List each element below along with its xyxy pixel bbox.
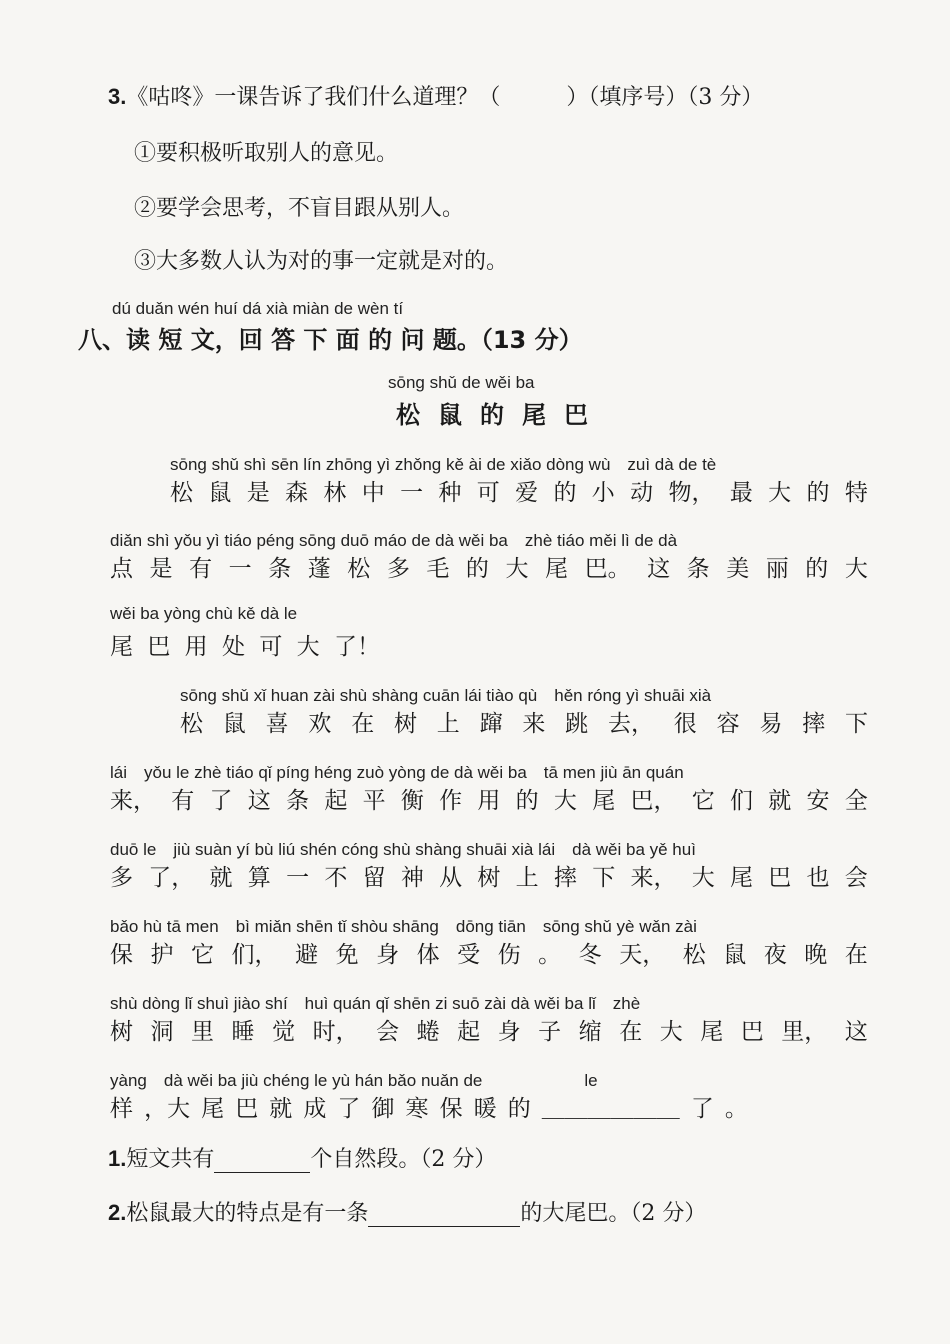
story-char: 大 <box>553 788 577 814</box>
story-char: 用 <box>184 634 208 660</box>
option-2: ②要学会思考，不盲目跟从别人。 <box>134 196 465 221</box>
story-char: 条 <box>686 556 710 582</box>
story-char: 的 <box>515 788 539 814</box>
story-char: 护 <box>150 942 174 968</box>
story-char: 起 <box>324 788 348 814</box>
story-char: 大 <box>505 556 529 582</box>
question-2 <box>108 1196 706 1227</box>
story-char: 喜 <box>265 711 289 737</box>
question-number: 3. <box>108 84 127 109</box>
story-char: 了 <box>690 1096 714 1122</box>
story-char: 里 <box>191 1019 215 1045</box>
question-text: 《咕咚》一课告诉了我们什么道理？（ ）（填序号）（3 分） <box>126 85 764 110</box>
story-title-pinyin: sōng shǔ de wěi ba <box>388 373 535 392</box>
story-char: 跳 <box>565 711 589 737</box>
story-char: 摔 <box>802 711 826 737</box>
story-char: 身 <box>497 1019 521 1045</box>
question-text: 短文共有 <box>126 1147 215 1172</box>
story-char: 可 <box>476 480 500 506</box>
story-char: 御 <box>371 1096 395 1122</box>
question-text: 个自然段。（2 分） <box>310 1147 497 1172</box>
story-char: 树 <box>393 711 417 737</box>
story-char: 毛 <box>426 556 450 582</box>
story-char: 是 <box>246 480 270 506</box>
story-char: 上 <box>436 711 460 737</box>
story-char: 的 <box>507 1096 531 1122</box>
story-char: 多 <box>110 865 133 891</box>
story-char: 就 <box>768 788 792 814</box>
story-char: 巴 <box>768 865 792 891</box>
story-char: 松 <box>180 711 203 737</box>
story-char: 的 <box>553 480 577 506</box>
story-char: 鼠 <box>723 942 747 968</box>
story-char: 去， <box>607 711 654 737</box>
story-char: 成 <box>303 1096 327 1122</box>
story-char: 就 <box>209 865 233 891</box>
story-char: 的 <box>806 480 830 506</box>
story-char: 作 <box>439 788 463 814</box>
story-char: 缩 <box>578 1019 602 1045</box>
story-char: 巴， <box>630 788 677 814</box>
story-char: 处 <box>221 634 245 660</box>
story-char: 晚 <box>804 942 828 968</box>
story-char: 巴 <box>147 634 171 660</box>
story-char: 尾 <box>201 1096 225 1122</box>
story-char: 点 <box>110 556 133 582</box>
story-char: 树 <box>110 1019 133 1045</box>
story-char: 尾 <box>729 865 753 891</box>
story-char: 了 <box>337 1096 361 1122</box>
story-char: 爱 <box>515 480 539 506</box>
section-title: 八、读 短 文，回 答 下 面 的 问 题。（13 分） <box>78 326 583 354</box>
story-char: 小 <box>591 480 615 506</box>
story-char: 巴。 <box>584 556 631 582</box>
story-char: 这 <box>844 1019 868 1045</box>
option-1: ①要积极听取别人的意见。 <box>134 141 399 166</box>
story-char: 就 <box>269 1096 293 1122</box>
story-char: ＿＿＿＿＿＿ <box>541 1096 680 1122</box>
story-char: 鼠 <box>208 480 232 506</box>
line-pinyin: lái yǒu le zhè tiáo qǐ píng héng zuò yòng de dà wěi ba tā men jiù ān quán <box>110 763 684 782</box>
answer-blank[interactable] <box>368 1204 520 1227</box>
story-char: 它 <box>191 942 215 968</box>
story-char: 子 <box>538 1019 562 1045</box>
story-char: 了 <box>209 788 233 814</box>
story-char: 平 <box>362 788 386 814</box>
story-char: 容 <box>716 711 740 737</box>
story-char: 避 <box>295 942 319 968</box>
story-char: 上 <box>515 865 539 891</box>
story-char: 美 <box>726 556 750 582</box>
story-char: 也 <box>806 865 830 891</box>
story-char: 。 <box>724 1096 748 1122</box>
story-char: 起 <box>457 1019 481 1045</box>
story-char: 多 <box>386 556 410 582</box>
story-line <box>110 859 868 892</box>
story-title: 松鼠的尾巴 <box>396 401 606 429</box>
story-char: 来 <box>522 711 546 737</box>
story-line <box>110 936 868 969</box>
story-char: 可 <box>259 634 283 660</box>
story-char: 不 <box>324 865 348 891</box>
story-char: 了， <box>148 865 195 891</box>
story-char: 衡 <box>400 788 424 814</box>
line-pinyin: bǎo hù tā men bì miǎn shēn tǐ shòu shāng dōng tiān sōng shǔ yè wǎn zài <box>110 917 697 936</box>
option-3: ③大多数人认为对的事一定就是对的。 <box>134 249 509 274</box>
story-char: 们， <box>231 942 278 968</box>
story-char: 这 <box>247 788 271 814</box>
story-char: 欢 <box>308 711 332 737</box>
story-char: 大 <box>296 634 320 660</box>
story-char: 。 <box>538 942 562 968</box>
story-char: 蓬 <box>307 556 331 582</box>
story-char: 大 <box>659 1019 683 1045</box>
story-char: 身 <box>376 942 400 968</box>
story-char: 尾 <box>592 788 616 814</box>
story-char: 睡 <box>231 1019 255 1045</box>
story-char: 蜷 <box>416 1019 440 1045</box>
story-char: 来， <box>630 865 677 891</box>
story-char: 尾 <box>110 634 133 660</box>
story-char: 松 <box>682 942 706 968</box>
story-char: ，大 <box>144 1096 191 1122</box>
story-char: 天， <box>619 942 666 968</box>
question-3 <box>108 80 763 111</box>
story-char: 觉 <box>272 1019 296 1045</box>
story-char: 下 <box>592 865 616 891</box>
line-pinyin: diǎn shì yǒu yì tiáo péng sōng duō máo de dà wěi ba zhè tiáo měi lì de dà <box>110 531 678 550</box>
story-char: 动 <box>630 480 654 506</box>
story-char: 寒 <box>405 1096 429 1122</box>
story-char: 算 <box>247 865 271 891</box>
story-char: 有 <box>171 788 195 814</box>
story-char: 来， <box>110 788 156 814</box>
story-char: 安 <box>806 788 830 814</box>
story-char: 里， <box>781 1019 828 1045</box>
story-line <box>110 628 380 661</box>
question-text: 松鼠最大的特点是有一条 <box>126 1201 369 1226</box>
story-char: 暖 <box>473 1096 497 1122</box>
story-char: 冬 <box>578 942 602 968</box>
story-line <box>110 782 868 815</box>
story-char: 它 <box>691 788 715 814</box>
question-text: 的大尾巴。（2 分） <box>520 1201 707 1226</box>
story-char: 特 <box>844 480 868 506</box>
story-char: 保 <box>439 1096 463 1122</box>
story-char: 夜 <box>763 942 787 968</box>
story-char: 一 <box>286 865 310 891</box>
story-char: 有 <box>189 556 213 582</box>
story-char: 了！ <box>333 634 380 660</box>
story-char: 全 <box>844 788 868 814</box>
story-char: 大 <box>768 480 792 506</box>
story-char: 大 <box>844 556 868 582</box>
story-char: 大 <box>691 865 715 891</box>
story-char: 的 <box>465 556 489 582</box>
story-char: 松 <box>170 480 193 506</box>
story-char: 体 <box>416 942 440 968</box>
story-char: 蹿 <box>479 711 503 737</box>
story-char: 丽 <box>765 556 789 582</box>
story-char: 尾 <box>545 556 569 582</box>
story-char: 巴 <box>740 1019 764 1045</box>
story-char: 鼠 <box>222 711 246 737</box>
story-char: 是 <box>149 556 173 582</box>
story-char: 尾 <box>700 1019 724 1045</box>
story-char: 下 <box>844 711 868 737</box>
line-pinyin: yàng dà wěi ba jiù chéng le yù hán bǎo nuǎn de le <box>110 1071 598 1090</box>
story-line <box>110 1090 748 1123</box>
story-char: 最 <box>729 480 753 506</box>
story-line <box>110 1013 868 1046</box>
story-char: 这 <box>647 556 671 582</box>
story-char: 在 <box>619 1019 643 1045</box>
story-char: 用 <box>477 788 501 814</box>
story-char: 从 <box>439 865 463 891</box>
question-number: 1. <box>108 1146 127 1171</box>
story-char: 一 <box>400 480 424 506</box>
line-pinyin: sōng shǔ shì sēn lín zhōng yì zhǒng kě ài de xiǎo dòng wù zuì dà de tè <box>170 455 717 474</box>
story-char: 树 <box>477 865 501 891</box>
question-number: 2. <box>108 1200 127 1225</box>
story-char: 条 <box>286 788 310 814</box>
story-char: 条 <box>268 556 292 582</box>
story-char: 一 <box>228 556 252 582</box>
line-pinyin: sōng shǔ xǐ huan zài shù shàng cuān lái tiào qù hěn róng yì shuāi xià <box>180 686 712 705</box>
line-pinyin: wěi ba yòng chù kě dà le <box>110 604 298 623</box>
story-char: 摔 <box>553 865 577 891</box>
story-char: 时， <box>312 1019 359 1045</box>
story-char: 受 <box>457 942 481 968</box>
story-char: 很 <box>673 711 697 737</box>
story-char: 森 <box>285 480 309 506</box>
question-1 <box>108 1142 496 1173</box>
story-char: 洞 <box>150 1019 174 1045</box>
story-char: 种 <box>438 480 462 506</box>
story-char: 在 <box>351 711 375 737</box>
story-char: 留 <box>362 865 386 891</box>
story-char: 免 <box>335 942 359 968</box>
story-char: 们 <box>729 788 753 814</box>
line-pinyin: shù dòng lǐ shuì jiào shí huì quán qǐ shēn zi suō zài dà wěi ba lǐ zhè <box>110 994 641 1013</box>
story-char: 巴 <box>235 1096 259 1122</box>
line-pinyin: duō le jiù suàn yí bù liú shén cóng shù shàng shuāi xià lái dà wěi ba yě huì <box>110 840 696 859</box>
story-char: 样 <box>110 1096 133 1122</box>
story-char: 会 <box>376 1019 400 1045</box>
story-char: 的 <box>805 556 829 582</box>
story-char: 物， <box>668 480 715 506</box>
section-pinyin: dú duǎn wén huí dá xià miàn de wèn tí <box>112 299 404 318</box>
story-char: 保 <box>110 942 133 968</box>
story-char: 林 <box>323 480 347 506</box>
story-char: 中 <box>361 480 385 506</box>
story-line <box>110 550 868 583</box>
story-char: 神 <box>400 865 424 891</box>
answer-blank[interactable] <box>214 1150 310 1173</box>
story-char: 松 <box>347 556 371 582</box>
story-line <box>180 705 868 738</box>
story-char: 易 <box>759 711 783 737</box>
story-char: 会 <box>844 865 868 891</box>
story-char: 在 <box>844 942 868 968</box>
story-char: 伤 <box>497 942 521 968</box>
story-line <box>170 474 868 507</box>
